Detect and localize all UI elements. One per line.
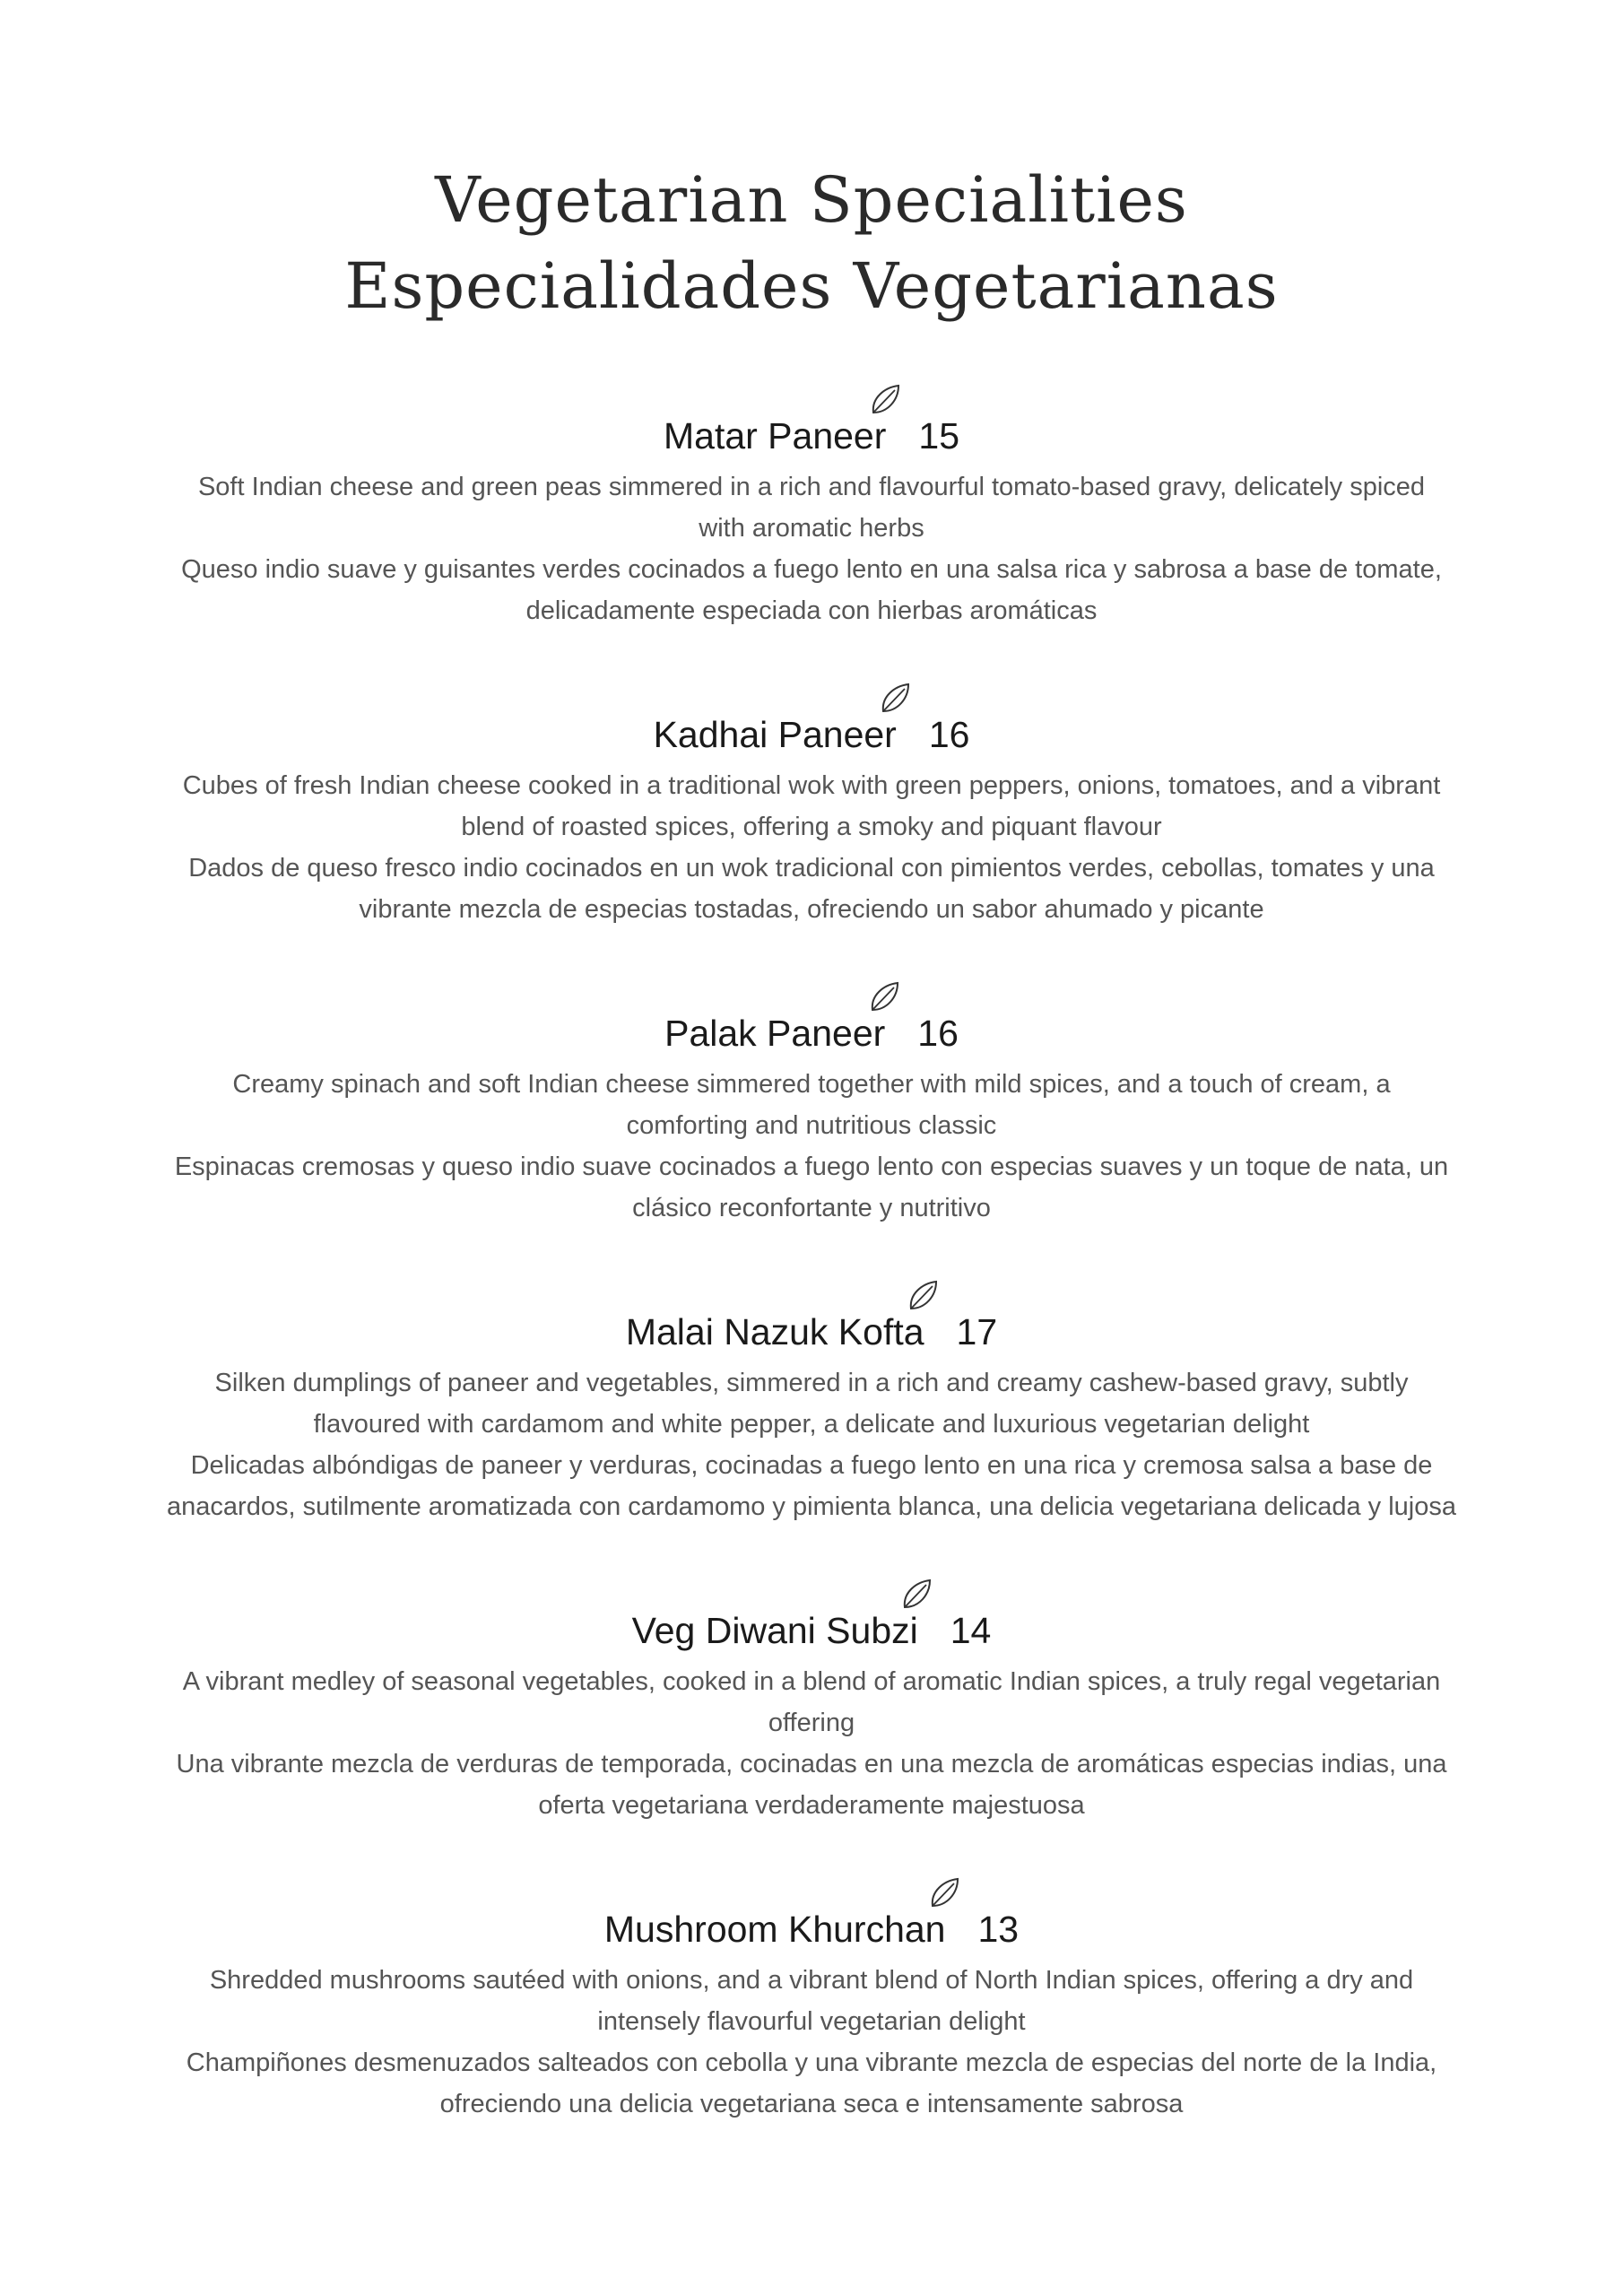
item-name: Matar Paneer (663, 415, 887, 457)
desc-line: Shredded mushrooms sautéed with onions, and a vibrant blend of North Indian spices, offering a dry and (209, 1966, 1414, 1995)
item-description-english (130, 1064, 1493, 1146)
desc-line: comforting and nutritious classic (626, 1111, 997, 1140)
item-name: Malai Nazuk Kofta (625, 1311, 924, 1352)
item-description-spanish (130, 1146, 1493, 1229)
item-heading (664, 413, 959, 459)
item-price: 13 (977, 1909, 1020, 1950)
item-description-spanish (130, 549, 1493, 631)
item-heading (626, 1309, 997, 1355)
item-description-english (130, 765, 1493, 848)
item-name: Veg Diwani Subzi (631, 1610, 918, 1651)
item-description-english (130, 1960, 1493, 2042)
desc-line: Delicadas albóndigas de paneer y verduras, cocinadas a fuego lento en una rica y cremosa salsa a base de (190, 1451, 1433, 1480)
item-description-english (130, 1661, 1493, 1744)
item-heading (664, 1010, 959, 1057)
desc-line: Creamy spinach and soft Indian cheese simmered together with mild spices, and a touch of cream, a (232, 1070, 1391, 1099)
item-heading (604, 1906, 1019, 1952)
item-price: 17 (956, 1311, 998, 1352)
desc-line: flavoured with cardamom and white pepper, a delicate and luxurious vegetarian delight (313, 1410, 1310, 1439)
desc-line: Espinacas cremosas y queso indio suave cocinados a fuego lento con especias suaves y un toque de nata, un (174, 1152, 1449, 1181)
menu-item-malai-nazuk-kofta (0, 1309, 1623, 1527)
desc-line: intensely flavourful vegetarian delight (597, 2007, 1026, 2036)
item-description-spanish (130, 1744, 1493, 1826)
menu-item-palak-paneer (0, 1010, 1623, 1229)
desc-line: Champiñones desmenuzados salteados con cebolla y una vibrante mezcla de especias del norte de la India, (186, 2048, 1437, 2077)
page-title (0, 157, 1623, 329)
item-name: Kadhai Paneer (653, 714, 897, 755)
desc-line: Cubes of fresh Indian cheese cooked in a traditional wok with green peppers, onions, tomatoes, and a vibrant (182, 771, 1441, 800)
desc-line: ofreciendo una delicia vegetariana seca e intensamente sabrosa (439, 2090, 1184, 2118)
item-heading (632, 1607, 992, 1654)
menu-item-mushroom-khurchan (0, 1906, 1623, 2125)
desc-line: Una vibrante mezcla de verduras de temporada, cocinadas en una mezcla de aromáticas especias indias, una (176, 1750, 1447, 1779)
menu-item-kadhai-paneer (0, 711, 1623, 930)
desc-line: delicadamente especiada con hierbas aromáticas (525, 596, 1098, 625)
desc-line: vibrante mezcla de especias tostadas, ofreciendo un sabor ahumado y picante (359, 895, 1264, 924)
menu-item-veg-diwani-subzi (0, 1607, 1623, 1826)
item-price: 15 (918, 415, 959, 457)
leaf-icon (899, 1577, 935, 1613)
desc-line: clásico reconfortante y nutritivo (632, 1194, 991, 1222)
item-price: 16 (928, 714, 970, 755)
desc-line: oferta vegetariana verdaderamente majestuosa (538, 1791, 1085, 1820)
desc-line: blend of roasted spices, offering a smoky and piquant flavour (461, 813, 1162, 841)
desc-line: offering (768, 1709, 855, 1737)
title-english: Vegetarian Specialities (435, 163, 1188, 237)
leaf-icon (878, 681, 914, 717)
desc-line: Dados de queso fresco indio cocinados en un wok tradicional con pimientos verdes, cebollas, tomates y una (188, 854, 1435, 883)
leaf-icon (927, 1875, 963, 1911)
leaf-icon (867, 979, 903, 1015)
menu-item-matar-paneer (0, 413, 1623, 631)
desc-line: anacardos, sutilmente aromatizada con cardamomo y pimienta blanca, una delicia vegetariana delicada y lujosa (167, 1492, 1456, 1521)
item-description-english (130, 466, 1493, 549)
item-description-english (130, 1362, 1493, 1445)
desc-line: Soft Indian cheese and green peas simmered in a rich and flavourful tomato-based gravy, delicately spiced (197, 473, 1426, 501)
title-spanish: Especialidades Vegetarianas (344, 249, 1279, 323)
item-name: Palak Paneer (664, 1013, 886, 1054)
desc-line: Silken dumplings of paneer and vegetables, simmered in a rich and creamy cashew-based gravy, subtly (214, 1369, 1409, 1397)
item-description-spanish (130, 848, 1493, 930)
item-price: 16 (917, 1013, 959, 1054)
item-description-spanish (130, 2042, 1493, 2125)
item-price: 14 (950, 1610, 992, 1651)
item-description-spanish (130, 1445, 1493, 1527)
leaf-icon (906, 1278, 942, 1314)
item-name: Mushroom Khurchan (603, 1909, 946, 1950)
leaf-icon (868, 382, 904, 418)
item-heading (654, 711, 970, 758)
desc-line: with aromatic herbs (699, 514, 924, 543)
desc-line: Queso indio suave y guisantes verdes cocinados a fuego lento en una salsa rica y sabrosa a base de tomate, (181, 555, 1442, 584)
desc-line: A vibrant medley of seasonal vegetables, cooked in a blend of aromatic Indian spices, a truly regal vegetarian (182, 1667, 1441, 1696)
